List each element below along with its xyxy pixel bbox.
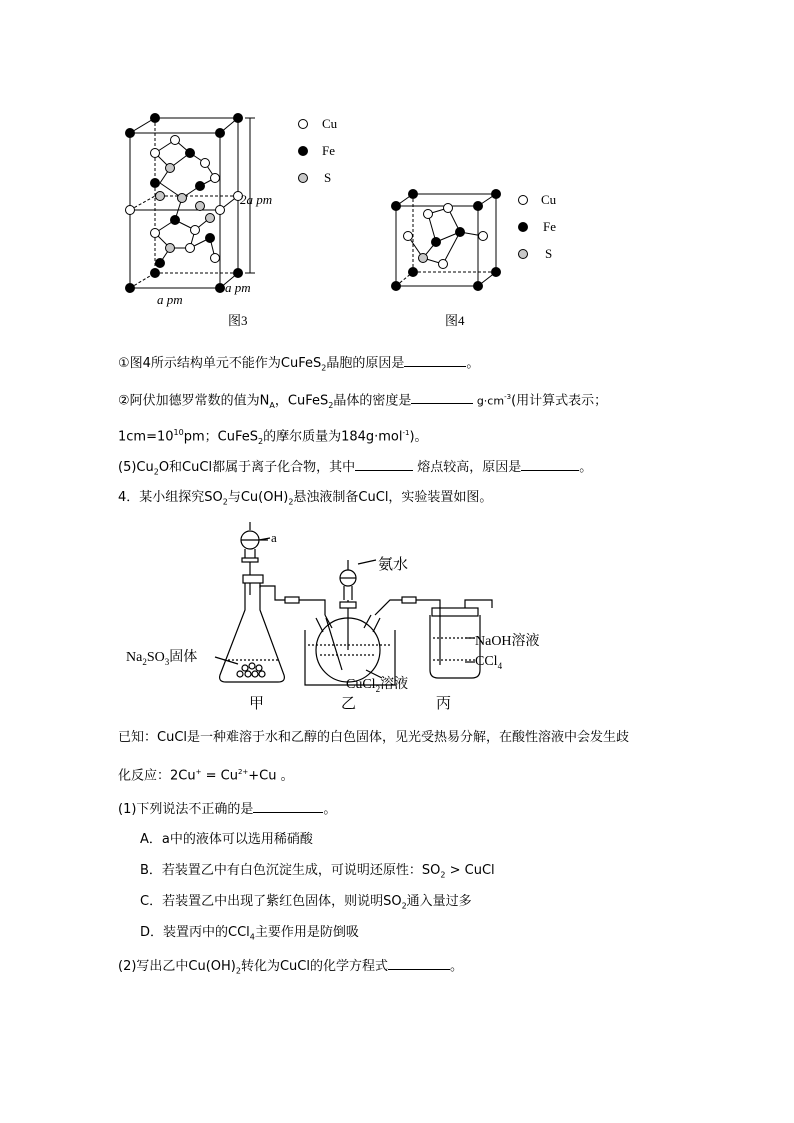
figure4-legend-icons: [516, 192, 530, 262]
q3-item5: $(5)Cu_2O$和CuCl都属于离子化合物，其中 熔点较高，原因是 。: [118, 460, 593, 477]
answer-blank[interactable]: [253, 800, 323, 813]
q4-option-d[interactable]: D．装置丙中的CCl$_4$主要作用是防倒吸: [140, 925, 359, 942]
answer-blank[interactable]: [411, 391, 473, 404]
figure3-dim-width-bottom: a pm: [157, 292, 183, 307]
answer-blank[interactable]: [355, 458, 413, 471]
apparatus-label-cucl2: CuCl$_2$溶液: [346, 676, 409, 694]
figure3-legend-s: S: [324, 170, 332, 185]
apparatus-diagram: [120, 520, 560, 715]
apparatus-label-ccl4: CCl$_4$: [475, 654, 503, 671]
apparatus-label-a: a: [271, 530, 277, 545]
cu-legend-icon: [519, 196, 528, 205]
apparatus-name-jia: 甲: [249, 694, 265, 712]
answer-blank[interactable]: [521, 458, 579, 471]
q4-option-c[interactable]: C．若装置乙中出现了紫红色固体，则说明$SO_2$通入量过多: [140, 894, 472, 911]
q3-item1: ①图4所示结构单元不能作为CuFeS$_2$晶胞的原因是 。: [118, 356, 480, 373]
fe-legend-icon: [519, 223, 528, 232]
figure3-legend-cu: Cu: [322, 116, 338, 131]
figure3-legend-fe: Fe: [322, 143, 335, 158]
s-legend-icon: [519, 250, 528, 259]
q4-known-line2: 化反应：$2Cu^+ = Cu^{2+}+Cu$ 。: [118, 768, 294, 784]
apparatus-name-bing: 丙: [436, 694, 452, 712]
figure4-legend-fe: Fe: [543, 219, 556, 234]
q4-option-b[interactable]: B．若装置乙中有白色沉淀生成，可说明还原性：$SO_2$ > CuCl: [140, 863, 495, 880]
figure4-caption: 图4: [445, 313, 465, 328]
figure4-legend-cu: Cu: [541, 192, 557, 207]
figure3-caption: 图3: [228, 313, 248, 328]
q4-option-a[interactable]: A．a中的液体可以选用稀硝酸: [140, 832, 313, 847]
answer-blank[interactable]: [404, 354, 466, 367]
fe-legend-icon: [299, 147, 308, 156]
q4-known-line1: 已知：CuCl是一种难溶于水和乙醇的白色固体，见光受热易分解，在酸性溶液中会发生歧: [118, 730, 630, 745]
q4-part2: (2)写出乙中$Cu(OH)_2$转化为CuCl的化学方程式 。: [118, 959, 464, 976]
q4-stem: 4．某小组探究$SO_2$与$Cu(OH)_2$悬浊液制备CuCl，实验装置如图。: [118, 490, 493, 507]
apparatus-label-ammonia: 氨水: [378, 555, 409, 573]
s-legend-icon: [299, 174, 308, 183]
q3-item2: ②阿伏加德罗常数的值为$N_A$，CuFeS$_2$晶体的密度是 $g\cdot cm^{-3}$(用计算式表示；: [118, 393, 608, 410]
figure4-legend-s: S: [545, 246, 553, 261]
figure3-legend-icons: [296, 116, 310, 186]
apparatus-label-na2so3: $Na_2SO_3$固体: [126, 649, 198, 667]
answer-blank[interactable]: [388, 957, 450, 970]
figure3-crystal-diagram: [120, 108, 310, 304]
q4-part1: (1)下列说法不正确的是 。: [118, 802, 337, 817]
apparatus-name-yi: 乙: [341, 694, 357, 712]
figure4-crystal-diagram: [388, 186, 503, 292]
figure3-dim-width-right: a pm: [225, 280, 251, 295]
q3-item2-line2: $1cm=10^{10}pm$；CuFeS$_2$的摩尔质量为184g·mol$^{-1}$)。: [118, 428, 428, 446]
apparatus-label-naoh: NaOH溶液: [475, 634, 540, 649]
cu-legend-icon: [299, 120, 308, 129]
figure3-dim-height: 2a pm: [240, 192, 273, 207]
